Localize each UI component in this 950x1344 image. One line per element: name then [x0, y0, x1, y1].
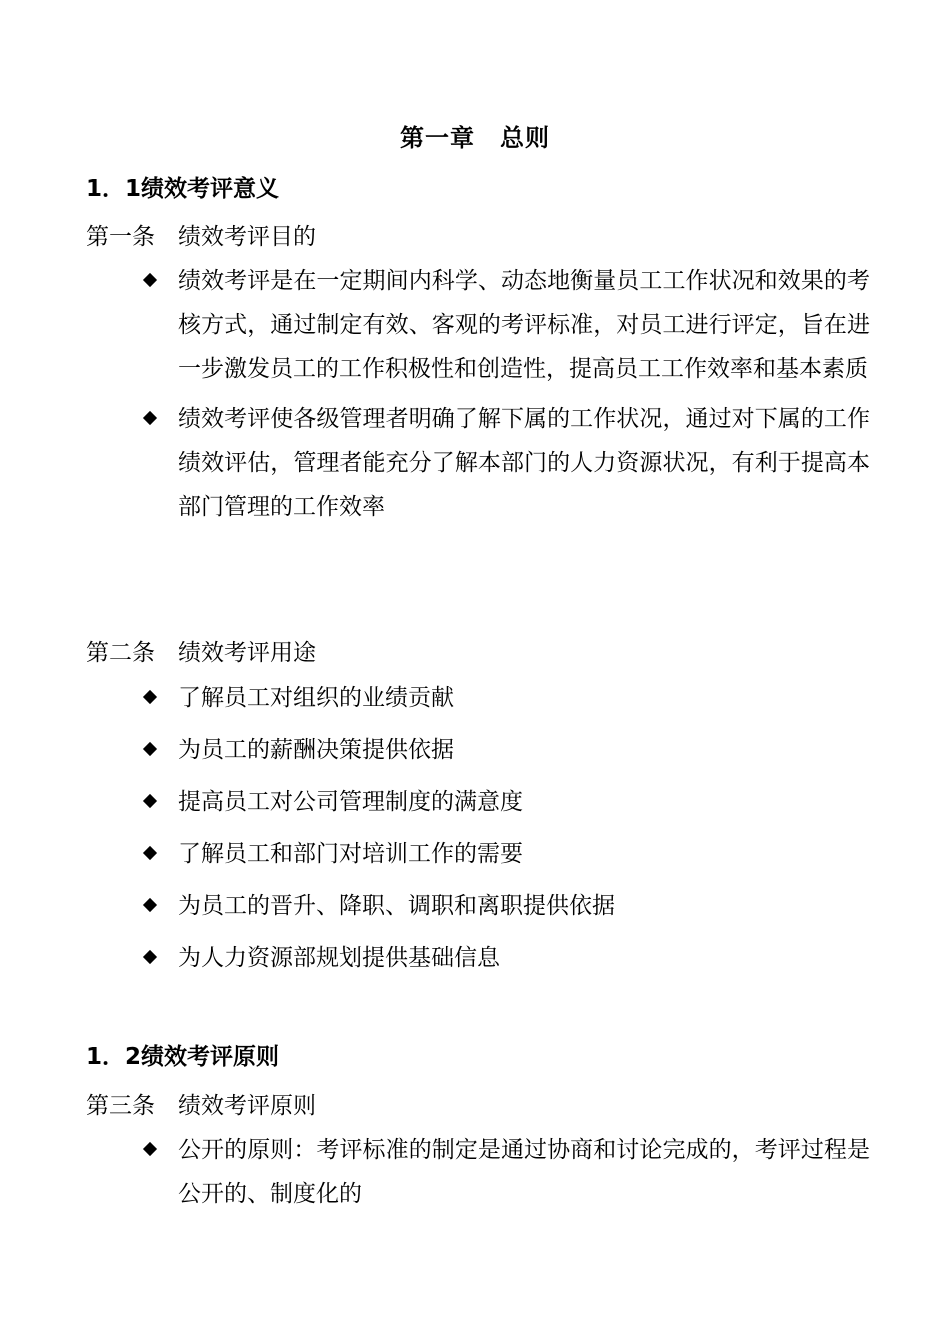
diamond-bullet-icon — [143, 846, 157, 860]
list-item — [140, 726, 870, 774]
article-3-label: 第三条 绩效考评原则 — [86, 1093, 316, 1119]
bullet-text: 提高员工对公司管理制度的满意度 — [178, 789, 523, 815]
bullet-text: 为人力资源部规划提供基础信息 — [178, 945, 500, 971]
article-1-bullet-list — [140, 259, 870, 529]
bullet-text: 了解员工对组织的业绩贡献 — [178, 685, 454, 711]
diamond-bullet-icon — [143, 742, 157, 756]
bullet-text: 绩效考评是在一定期间内科学、动态地衡量员工工作状况和效果的考核方式，通过制定有效、客观的考评标准，对员工进行评定，旨在进一步激发员工的工作积极性和创造性，提高员工工作效率和基本素质 — [178, 268, 870, 382]
list-item — [140, 934, 870, 982]
list-item — [140, 674, 870, 722]
article-2-bullet-list — [140, 674, 870, 986]
bullet-text: 了解员工和部门对培训工作的需要 — [178, 841, 523, 867]
diamond-bullet-icon — [143, 950, 157, 964]
diamond-bullet-icon — [143, 794, 157, 808]
list-item — [140, 882, 870, 930]
diamond-bullet-icon — [143, 273, 157, 287]
bullet-text: 为员工的薪酬决策提供依据 — [178, 737, 454, 763]
diamond-bullet-icon — [143, 1142, 157, 1156]
article-2-label: 第二条 绩效考评用途 — [86, 640, 316, 666]
section-heading-1-1: 1．1绩效考评意义 — [86, 176, 280, 202]
list-item — [140, 259, 870, 391]
section-heading-1-2: 1．2绩效考评原则 — [86, 1044, 280, 1070]
diamond-bullet-icon — [143, 411, 157, 425]
chapter-title: 第一章 总则 — [400, 124, 550, 152]
bullet-text: 公开的原则：考评标准的制定是通过协商和讨论完成的，考评过程是公开的、制度化的 — [178, 1137, 870, 1207]
list-item — [140, 1128, 870, 1216]
bullet-text: 绩效考评使各级管理者明确了解下属的工作状况，通过对下属的工作绩效评估，管理者能充分了解本部门的人力资源状况，有利于提高本部门管理的工作效率 — [178, 406, 870, 520]
diamond-bullet-icon — [143, 898, 157, 912]
list-item — [140, 778, 870, 826]
bullet-text: 为员工的晋升、降职、调职和离职提供依据 — [178, 893, 615, 919]
article-1-label: 第一条 绩效考评目的 — [86, 224, 316, 250]
diamond-bullet-icon — [143, 690, 157, 704]
article-3-bullet-list — [140, 1128, 870, 1216]
list-item — [140, 830, 870, 878]
list-item — [140, 397, 870, 529]
